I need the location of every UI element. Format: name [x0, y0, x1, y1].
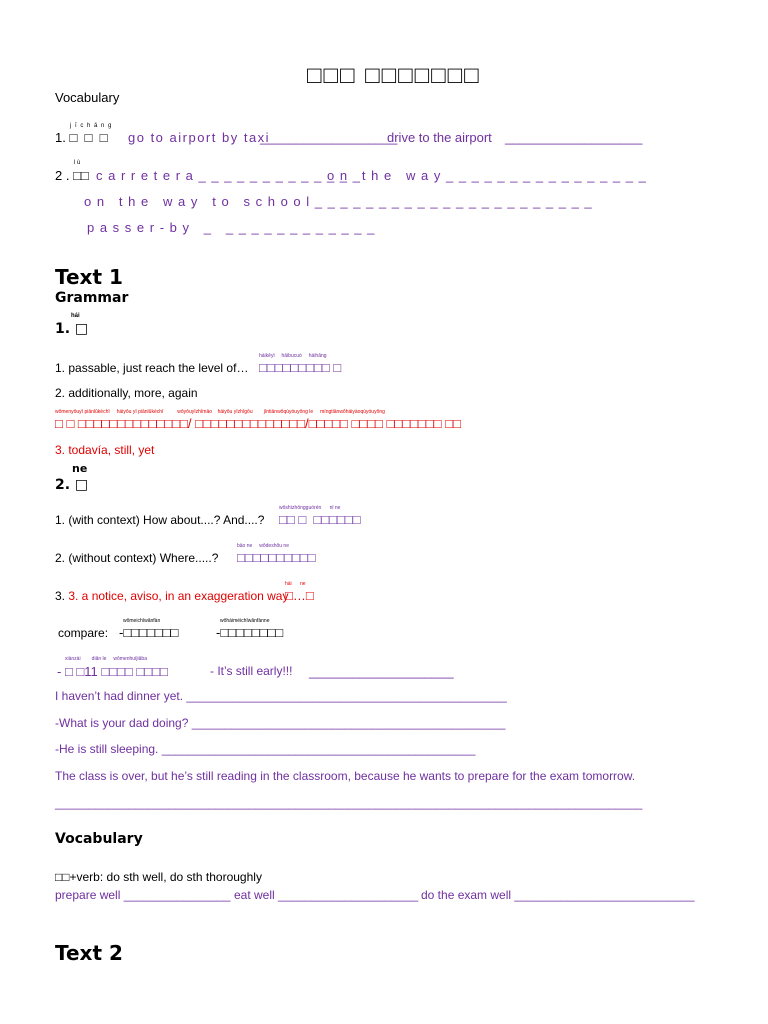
vocab-item-2-phrase-2: o n t h e w a y _ _ _ _ _ _ _ _ _ _ _ _ _ _ _ _ — [327, 168, 647, 183]
vocab-rule: □□+verb: do sth well, do sth thoroughly — [55, 870, 262, 884]
example-blank: ____________________ — [309, 664, 454, 679]
grammar-heading: Grammar — [55, 290, 129, 306]
pinyin-hai: hái — [71, 313, 80, 319]
vocab-item-1-phrase: go to airport by taxi — [128, 130, 271, 145]
vocab-item-2-phrase: c a r r e t e r a _ _ _ _ _ _ _ _ _ _ _ _ _ — [96, 168, 361, 183]
vocab-item-1-blank-2: ___________________ — [505, 130, 643, 145]
ne-point-1-pinyin: wǒshìzhōngguórén nǐ ne — [279, 505, 341, 511]
vocab-eat-well: eat well _____________________ — [234, 888, 419, 902]
hai-point-1: 1. passable, just reach the level of… — [55, 361, 249, 375]
vocab-item-2-phrase-3: o n t h e w a y t o s c h o o l _ _ _ _ _ _ _ _ _ _ _ _ _ _ _ _ _ _ _ _ _ _ — [84, 194, 593, 209]
ne-point-3-example: □…□ — [285, 588, 314, 603]
grammar-point-ne: 2. □ — [55, 477, 89, 493]
vocab-exam-well: do the exam well ___________________________ — [421, 888, 695, 902]
hai-point-1-pinyin: háikěyǐ hāibucuò háihǎng — [259, 353, 327, 359]
exercise-3: -He is still sleeping. _______________________________________________ — [55, 742, 476, 756]
vocab-item-1-phrase-2: drive to the airport — [387, 130, 492, 145]
ne-point-1: 1. (with context) How about....? And....? — [55, 513, 265, 527]
ne-point-3-pinyin: hái ne — [285, 581, 306, 587]
example-chinese: - □ □11 □□□□ □□□□ — [57, 664, 168, 679]
example-pinyin: xiànzài diǎn le wǒmenhuíjiāba — [65, 656, 147, 662]
compare-label: compare: — [58, 626, 109, 640]
exercise-4: The class is over, but he’s still reading in the classroom, because he wants to prepare for the exam tomorrow. — [55, 769, 636, 783]
hai-point-2-example: □ □ □□□□□□□□□□□□□□/ □□□□□□□□□□□□□□/□□□□□ □□□□ □□□□□□□ □□ — [55, 416, 461, 431]
vocabulary-2-heading: Vocabulary — [55, 831, 143, 847]
pinyin-ne: ne — [72, 462, 88, 475]
pinyin-jichang: j ī c h ǎ n g — [70, 123, 113, 129]
exercise-2: -What is your dad doing? _______________________________________________ — [55, 716, 506, 730]
compare-example-2: -□□□□□□□□ — [216, 625, 284, 640]
exercise-1: I haven’t had dinner yet. ________________________________________________ — [55, 689, 507, 703]
text-2-heading: Text 2 — [55, 941, 123, 965]
ne-point-1-example: □□ □ □□□□□□ — [279, 512, 361, 527]
vocabulary-heading: Vocabulary — [55, 90, 120, 105]
vocab-item-2-phrase-4: p a s s e r - b y _ _ _ _ _ _ _ _ _ _ _ _ _ — [87, 220, 376, 235]
ne-point-2: 2. (without context) Where.....? — [55, 551, 219, 565]
text-1-heading: Text 1 — [55, 265, 123, 289]
page-title: □□□ □□□□□□□ — [307, 62, 481, 89]
compare-pinyin-1: wǒmeichīwǎnfàn — [123, 618, 161, 624]
example-english: - It’s still early!!! — [210, 664, 293, 678]
hai-point-2: 2. additionally, more, again — [55, 386, 198, 400]
pinyin-lu: l ù — [74, 160, 81, 166]
ne-point-2-pinyin: bāo ne wǒdeshǒu ne — [237, 543, 289, 549]
compare-example-1: -□□□□□□□ — [119, 625, 179, 640]
hai-point-1-example: □□□□□□□□□ □ — [259, 360, 342, 375]
ne-point-2-example: □□□□□□□□□□ — [237, 550, 316, 565]
ne-point-3: 3. 3. a notice, aviso, in an exaggeration way — [55, 589, 289, 603]
hai-point-2-pinyin: wǒmenyǒuyī piānlǔkèchī háiyǒu yī piānlǔkèchī wǒyǒuyīzhīmāo háiyǒu yīzhīgǒu jīntiānwǒqùyóuyǒng le míngtiānwǒháiyàoqùyóuyǒng — [55, 409, 385, 415]
vocab-item-1-number: 1. □ □ □ — [55, 130, 108, 145]
compare-pinyin-2: wǒháiméichīwǎnfànne — [220, 618, 270, 624]
hai-point-3: 3. todavía, still, yet — [55, 443, 155, 457]
vocab-item-1-blank: ___________________ — [260, 130, 398, 145]
ne-point-3-text: 3. a notice, aviso, in an exaggeration way — [68, 589, 289, 603]
vocab-prepare-well: prepare well ________________ — [55, 888, 231, 902]
exercise-4-blank: ________________________________________________________________________________________ — [55, 796, 643, 810]
vocab-item-2-number: 2 . □□ — [55, 168, 89, 183]
grammar-point-hai: 1. □ — [55, 321, 89, 337]
